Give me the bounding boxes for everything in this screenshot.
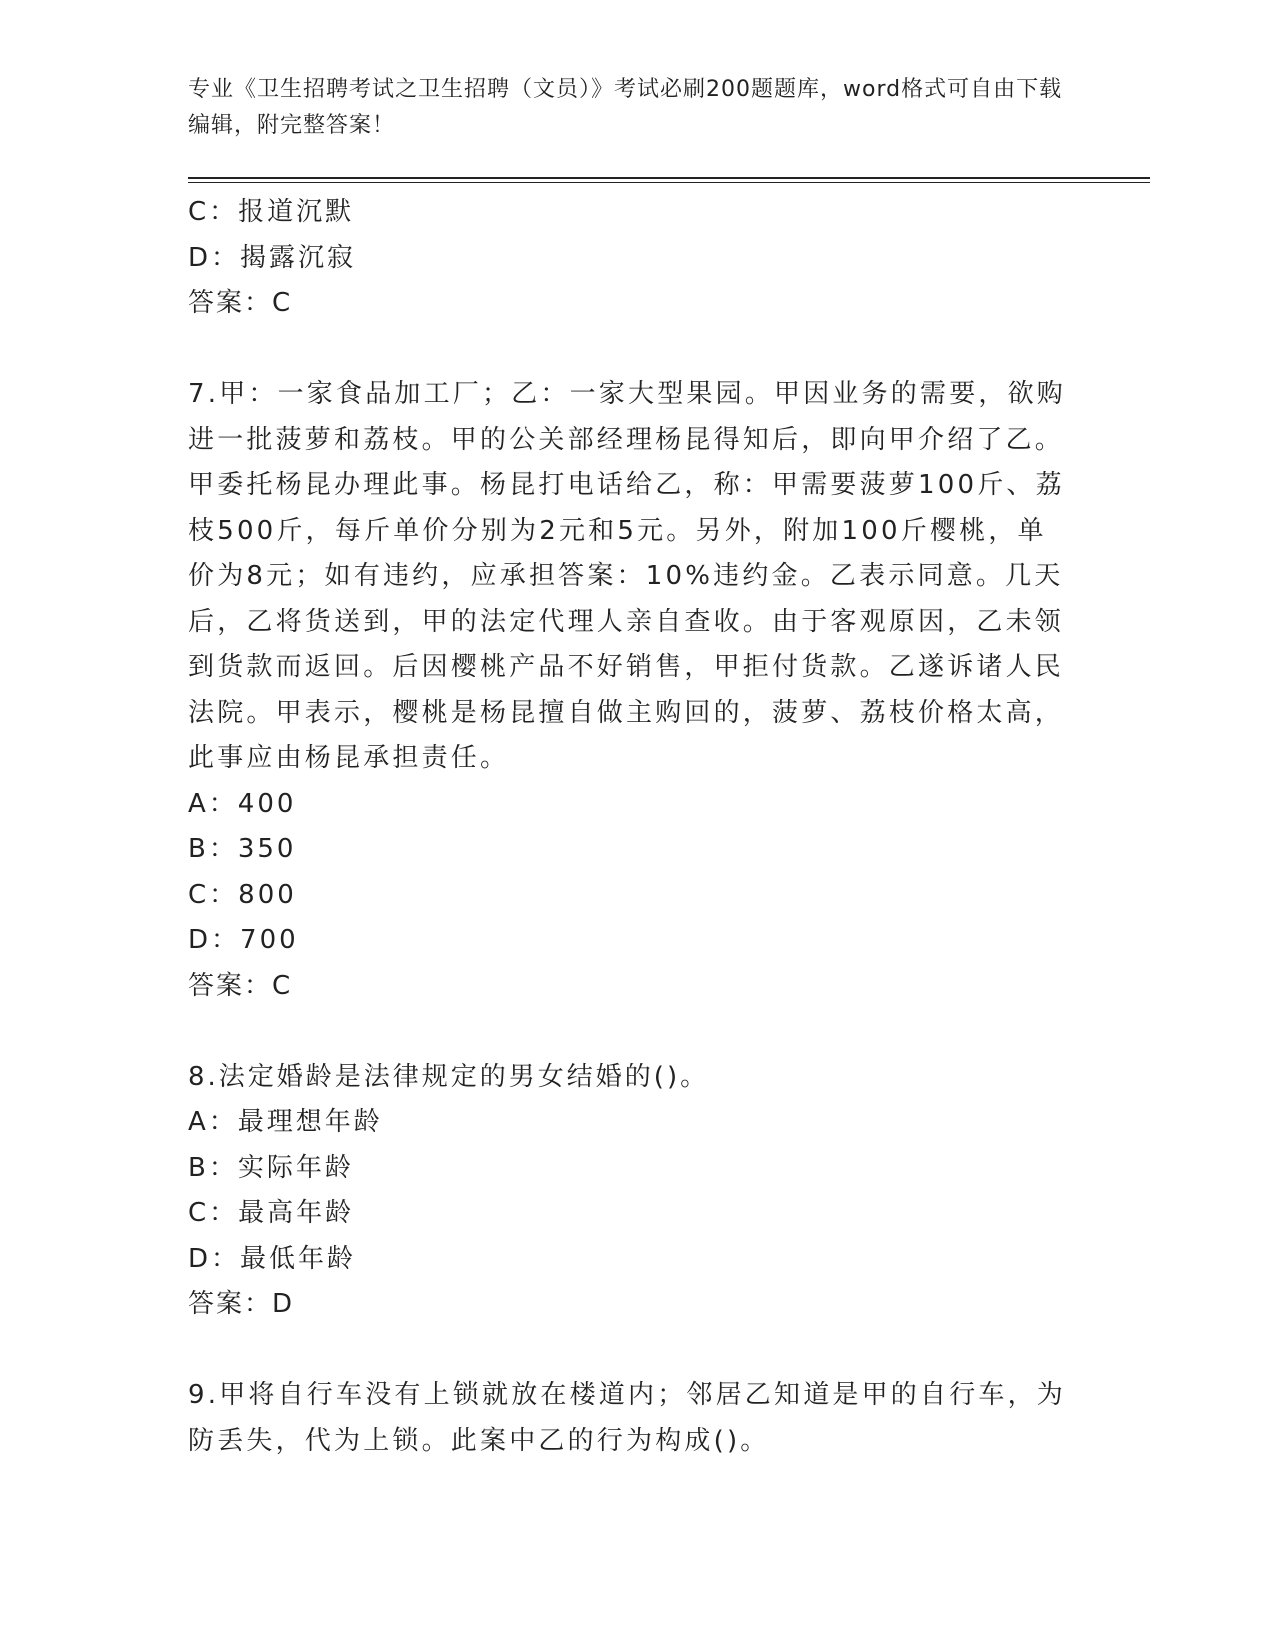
q8-stem: 8.法定婚龄是法律规定的男女结婚的()。 bbox=[188, 1061, 710, 1092]
document-header: 专业《卫生招聘考试之卫生招聘（文员）》考试必刷200题题库，word格式可自由下载编辑，附完整答案！ bbox=[188, 77, 1063, 138]
q6-option-c: C：报道沉默 bbox=[188, 197, 355, 227]
q8-option-b: B：实际年龄 bbox=[188, 1152, 354, 1183]
q7-stem: 7.甲：一家食品加工厂；乙：一家大型果园。甲因业务的需要，欲购进一批菠萝和荔枝。甲的公关部经理杨昆得知后，即向甲介绍了乙。甲委托杨昆办理此事。杨昆打电话给乙，称：甲需要菠萝100斤、荔枝500斤，每斤单价分别为2元和5元。另外，附加100斤樱桃，单价为8元；如有违约，应承担答案：10%违约金。乙表示同意。几天后，乙将货送到，甲的法定代理人亲自查收。由于客观原因，乙未领到货款而返回。后因樱桃产品不好销售，甲拒付货款。乙遂诉诸人民法院。甲表示，樱桃是杨昆擅自做主购回的，菠萝、荔枝价格太高，此事应由杨昆承担责任。 bbox=[188, 379, 1067, 773]
q9-stem: 9.甲将自行车没有上锁就放在楼道内；邻居乙知道是甲的自行车，为防丢失，代为上锁。此案中乙的行为构成()。 bbox=[188, 1380, 1067, 1456]
q7-answer: 答案：C bbox=[188, 970, 293, 1001]
q8-answer: 答案：D bbox=[188, 1289, 295, 1319]
spacer bbox=[188, 1328, 1068, 1374]
header-rule-thin bbox=[188, 182, 1150, 183]
q8-option-c: C：最高年龄 bbox=[188, 1198, 355, 1228]
q8-option-a: A：最理想年龄 bbox=[188, 1107, 383, 1137]
question-content bbox=[188, 190, 1068, 1464]
q7-option-d: D：700 bbox=[188, 925, 299, 955]
spacer bbox=[188, 1009, 1068, 1055]
q6-option-d: D：揭露沉寂 bbox=[188, 242, 357, 273]
spacer bbox=[188, 327, 1068, 373]
q7-option-a: A：400 bbox=[188, 788, 297, 819]
q6-answer: 答案：C bbox=[188, 288, 293, 318]
q8-option-d: D：最低年龄 bbox=[188, 1243, 357, 1274]
header-rule-thick bbox=[188, 177, 1150, 179]
q7-option-c: C：800 bbox=[188, 879, 297, 910]
q7-option-b: B：350 bbox=[188, 834, 297, 864]
